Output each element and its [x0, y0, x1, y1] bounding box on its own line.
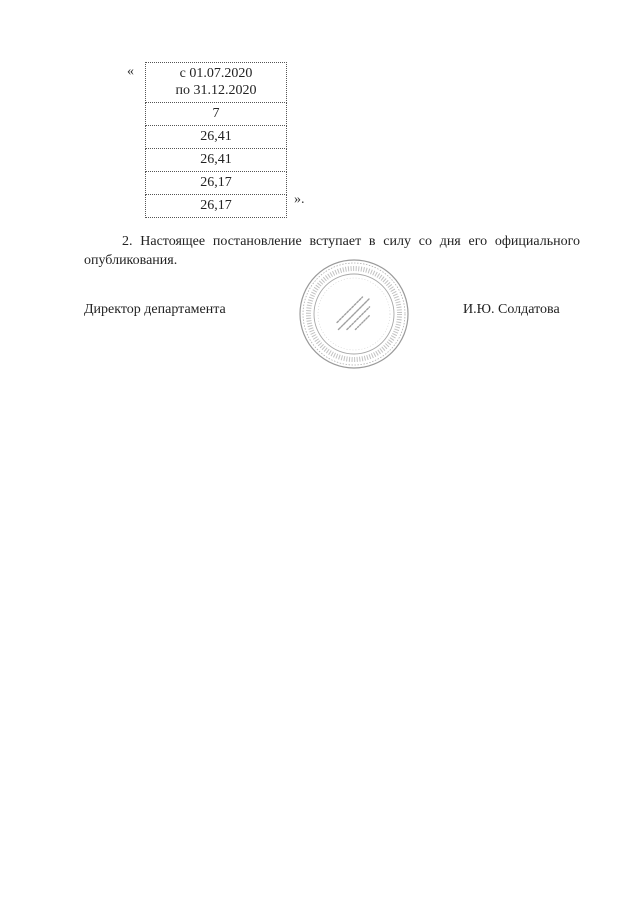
paragraph-line-2: опубликования.: [84, 253, 178, 268]
table-row: [146, 103, 287, 126]
paragraph-line-1: 2. Настоящее постановление вступает в силу со дня его официального: [122, 234, 580, 249]
period-from: с 01.07.2020: [179, 66, 253, 81]
official-seal-icon: [298, 258, 410, 370]
table-row: [146, 126, 287, 149]
opening-quote: «: [127, 64, 134, 79]
table-row: [146, 195, 287, 218]
table-row: [146, 172, 287, 195]
signatory-name: И.Ю. Солдатова: [463, 302, 560, 317]
table-row: [146, 149, 287, 172]
closing-quote: ».: [294, 192, 305, 207]
table-row: [146, 63, 287, 103]
table-cell: 26,17: [146, 195, 287, 218]
period-cell: [146, 63, 287, 103]
rates-table: [145, 62, 287, 218]
table-cell: 26,41: [146, 126, 287, 149]
table-cell: 26,41: [146, 149, 287, 172]
table-cell: 26,17: [146, 172, 287, 195]
table-cell: 7: [146, 103, 287, 126]
signatory-title: Директор департамента: [84, 302, 226, 317]
period-to: по 31.12.2020: [175, 83, 257, 98]
